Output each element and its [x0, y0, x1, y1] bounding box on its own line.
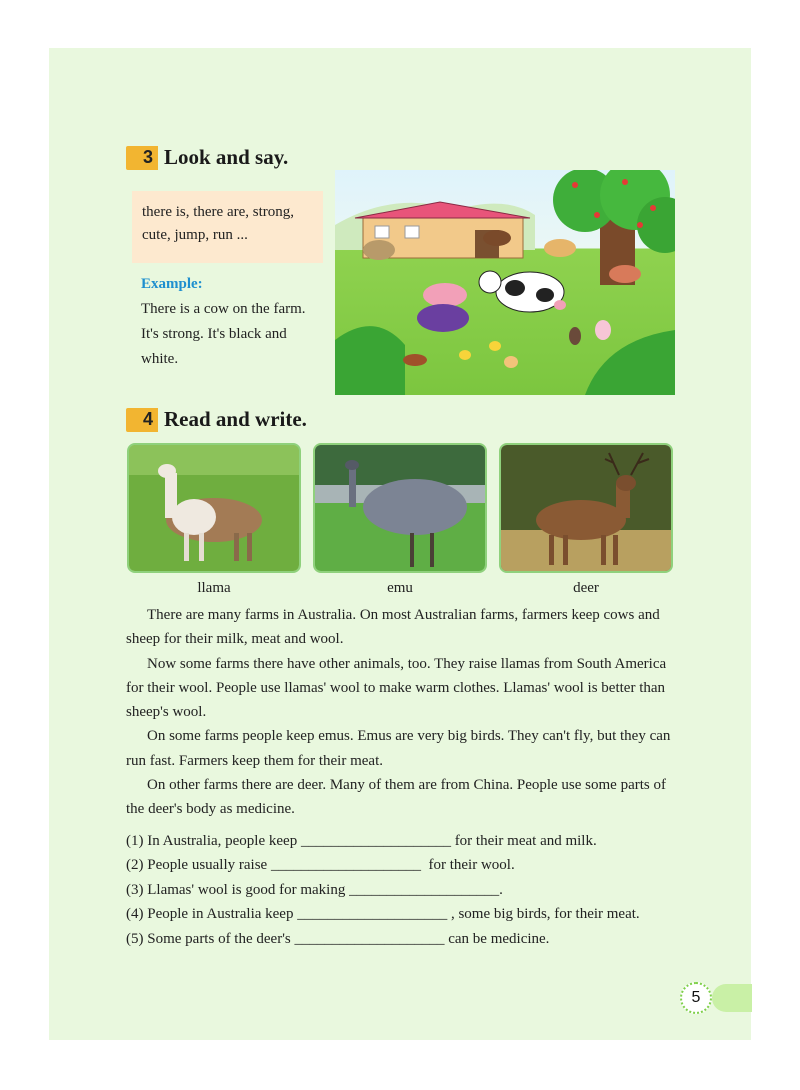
- section-4-number: 4: [126, 408, 158, 432]
- page-tab-decoration: [712, 984, 752, 1012]
- question-item: (1) In Australia, people keep ____________________ for their meat and milk.: [126, 833, 597, 849]
- question-item: (4) People in Australia keep ____________________ , some big birds, for their meat.: [126, 906, 640, 923]
- section-3-header: [126, 145, 288, 170]
- page-number: 5: [680, 982, 712, 1014]
- section-3-title: Look and say.: [164, 145, 289, 169]
- example-line: white.: [141, 351, 179, 367]
- caption-llama: llama: [197, 580, 231, 596]
- section-4-header: [126, 407, 307, 432]
- question-item: (5) Some parts of the deer's ____________________ can be medicine.: [126, 930, 550, 947]
- paragraph: On some farms people keep emus. Emus are very big birds. They can't fly, but they can run fast. Farmers keep them for their meat.: [126, 728, 671, 769]
- section-3-number: 3: [126, 146, 158, 170]
- emu-photo: [313, 443, 487, 573]
- deer-photo: [499, 443, 673, 573]
- caption-emu: emu: [387, 580, 413, 596]
- caption-deer: deer: [573, 580, 599, 596]
- farm-illustration: [335, 170, 675, 395]
- reading-passage: [126, 603, 678, 822]
- example-block: [141, 272, 331, 372]
- question-item: (2) People usually raise ____________________ for their wool.: [126, 857, 515, 874]
- paragraph: Now some farms there have other animals, too. They raise llamas from South America for their wool. People use llamas' wool to make warm clothes. Llamas' wool is better than sheep's wool.: [126, 655, 667, 721]
- example-label: Example:: [141, 276, 203, 292]
- word-bank: there is, there are, strong, cute, jump, run ...: [132, 191, 323, 263]
- example-line: There is a cow on the farm.: [141, 301, 306, 317]
- question-item: (3) Llamas' wool is good for making ____________________.: [126, 881, 503, 898]
- llama-photo: [127, 443, 301, 573]
- paragraph: On other farms there are deer. Many of them are from China. People use some parts of the deer's body as medicine.: [126, 777, 666, 818]
- example-line: It's strong. It's black and: [141, 326, 287, 342]
- paragraph: There are many farms in Australia. On most Australian farms, farmers keep cows and sheep for their milk, meat and wool.: [126, 607, 660, 648]
- question-list: [126, 829, 686, 951]
- section-4-title: Read and write.: [164, 407, 307, 431]
